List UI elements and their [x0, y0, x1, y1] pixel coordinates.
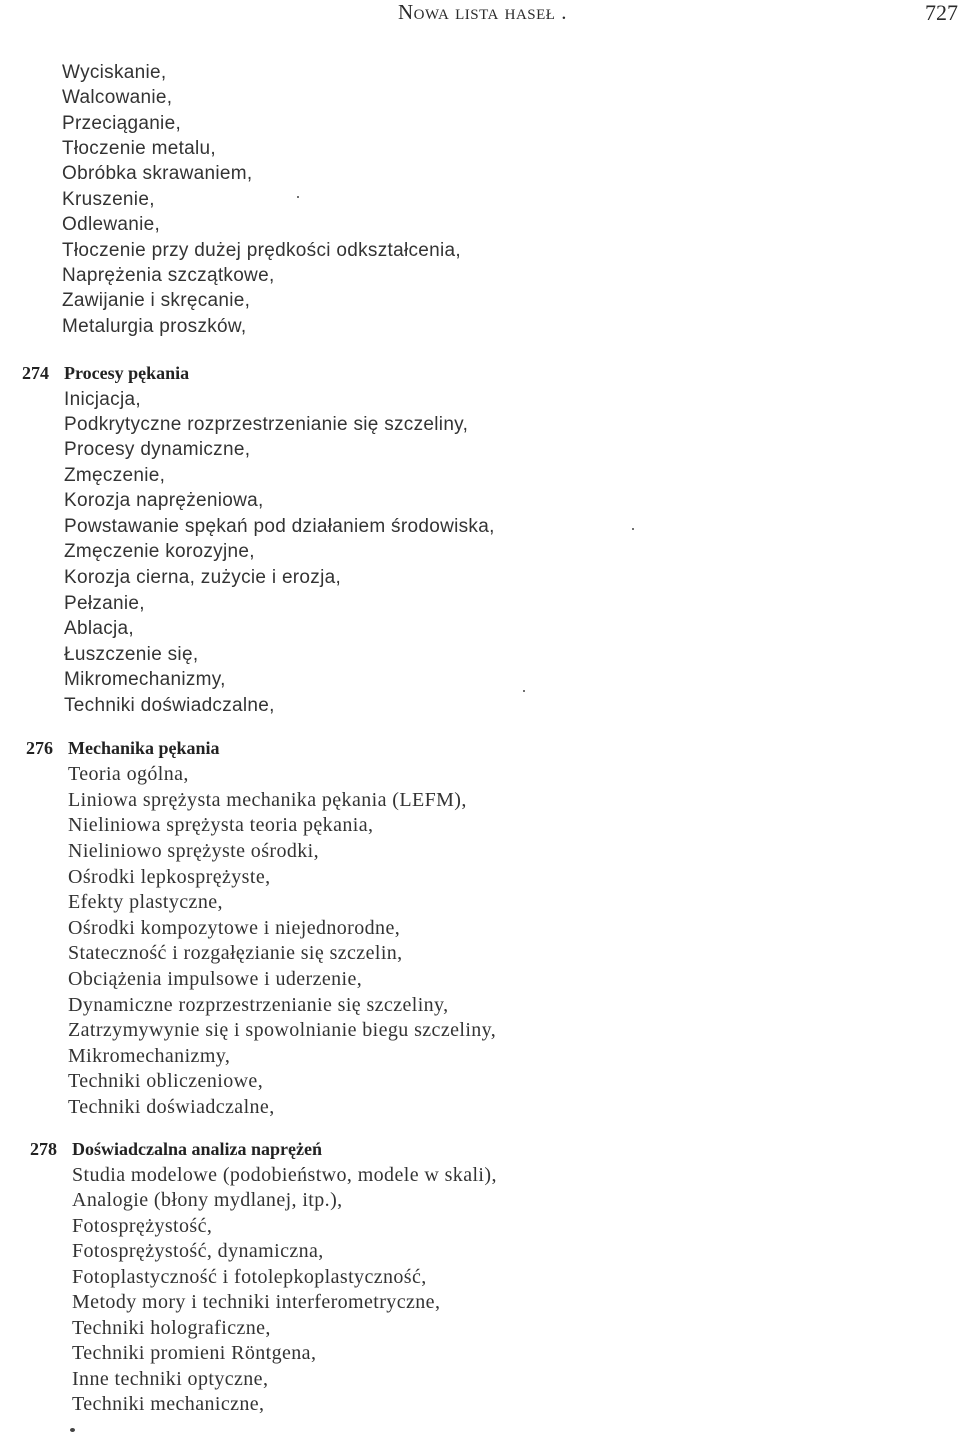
list-item: Metody mory i techniki interferometryczne,: [72, 1291, 441, 1313]
list-item: Stateczność i rozgałęzianie się szczelin,: [68, 942, 403, 964]
list-item: Mikromechanizmy,: [68, 1045, 231, 1067]
list-item: Efekty plastyczne,: [68, 891, 223, 913]
page-number: 727: [925, 0, 958, 25]
section-title: Mechanika pękania: [68, 738, 220, 758]
list-item: Zatrzymywynie się i spowolnianie biegu szczeliny,: [68, 1019, 497, 1041]
section-title: Procesy pękania: [64, 363, 190, 383]
list-item: Techniki doświadczalne,: [68, 1096, 275, 1118]
list-item: Nieliniowa sprężysta teoria pękania,: [68, 814, 374, 836]
list-item: Fotoplastyczność i fotolepkoplastyczność,: [72, 1266, 427, 1288]
list-item: Techniki promieni Röntgena,: [72, 1342, 317, 1364]
section-number: 274: [22, 363, 49, 383]
section-heading: [26, 737, 220, 759]
list-item: Powstawanie spękań pod działaniem środowiska,: [64, 516, 495, 537]
section-number: 278: [30, 1139, 57, 1159]
list-item: Techniki obliczeniowe,: [68, 1070, 264, 1092]
list-item: Analogie (błony mydlanej, itp.),: [72, 1189, 343, 1211]
list-item: Nieliniowo sprężyste ośrodki,: [68, 840, 320, 862]
list-item: Obróbka skrawaniem,: [62, 163, 253, 184]
list-item: Fotosprężystość, dynamiczna,: [72, 1240, 324, 1262]
list-item: Dynamiczne rozprzestrzenianie się szczeliny,: [68, 994, 449, 1016]
list-item: Wyciskanie,: [62, 62, 167, 83]
scan-speck: [70, 1428, 75, 1432]
list-item: Procesy dynamiczne,: [64, 439, 251, 460]
list-item: Podkrytyczne rozprzestrzenianie się szczeliny,: [64, 414, 469, 435]
list-item: Mikromechanizmy,: [64, 669, 226, 690]
list-item: Korozja naprężeniowa,: [64, 490, 264, 511]
list-item: Tłoczenie metalu,: [62, 138, 217, 159]
section-heading: [22, 362, 189, 384]
list-item: Fotosprężystość,: [72, 1215, 213, 1237]
section-number: 276: [26, 738, 53, 758]
list-item: Liniowa sprężysta mechanika pękania (LEFM),: [68, 789, 467, 811]
list-item: Przeciąganie,: [62, 113, 182, 134]
list-item: Techniki mechaniczne,: [72, 1393, 265, 1415]
list-item: Inicjacja,: [64, 389, 141, 410]
list-item: Ablacja,: [64, 618, 134, 639]
list-item: Zawijanie i skręcanie,: [62, 290, 251, 311]
list-item: Inne techniki optyczne,: [72, 1368, 269, 1390]
scan-speck: [297, 196, 299, 198]
scan-speck: [632, 528, 634, 530]
list-item: Pełzanie,: [64, 593, 145, 614]
list-item: Tłoczenie przy dużej prędkości odkształcenia,: [62, 240, 461, 261]
list-item: Naprężenia szczątkowe,: [62, 265, 275, 286]
list-item: Obciążenia impulsowe i uderzenie,: [68, 968, 363, 990]
running-head: Nowa lista haseł .: [398, 0, 567, 24]
list-item: Korozja cierna, zużycie i erozja,: [64, 567, 342, 588]
list-item: Ośrodki lepkosprężyste,: [68, 866, 271, 888]
list-item: Ośrodki kompozytowe i niejednorodne,: [68, 917, 401, 939]
list-item: Zmęczenie korozyjne,: [64, 541, 255, 562]
scan-speck: [523, 690, 525, 692]
list-item: Studia modelowe (podobieństwo, modele w skali),: [72, 1164, 497, 1186]
list-item: Kruszenie,: [62, 189, 155, 210]
list-item: Teoria ogólna,: [68, 763, 189, 785]
list-item: Metalurgia proszków,: [62, 316, 247, 337]
list-item: Odlewanie,: [62, 214, 161, 235]
section-title: Doświadczalna analiza naprężeń: [72, 1139, 322, 1159]
list-item: Zmęczenie,: [64, 465, 166, 486]
list-item: Techniki holograficzne,: [72, 1317, 271, 1339]
section-heading: [30, 1138, 322, 1160]
list-item: Techniki doświadczalne,: [64, 695, 275, 716]
list-item: Walcowanie,: [62, 87, 173, 108]
list-item: Łuszczenie się,: [64, 644, 199, 665]
